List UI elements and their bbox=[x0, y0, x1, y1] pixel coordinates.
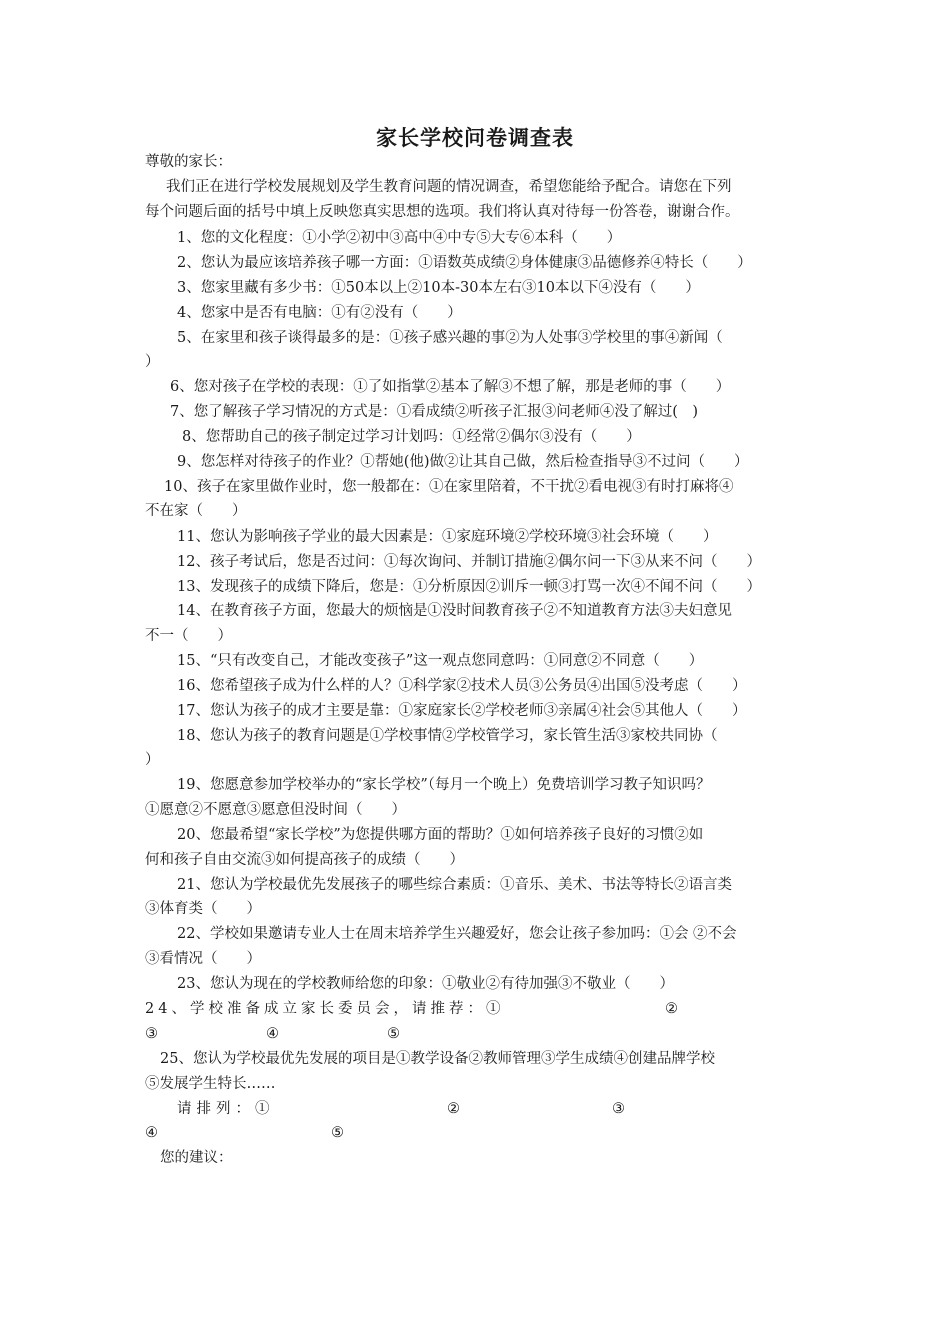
question-6: 6、您对孩子在学校的表现：①了如指掌②基本了解③不想了解，那是老师的事（ ） bbox=[170, 379, 731, 395]
rank-slot-4: ④ bbox=[145, 1125, 158, 1141]
question-25-cont: ⑤发展学生特长…… bbox=[145, 1076, 276, 1092]
question-2: 2、您认为最应该培养孩子哪一方面：①语数英成绩②身体健康③品德修养④特长（ ） bbox=[177, 255, 752, 271]
question-13: 13、发现孩子的成绩下降后，您是：①分析原因②训斥一顿③打骂一次④不闻不问（ ） bbox=[177, 579, 761, 595]
page-title: 家长学校问卷调查表 bbox=[376, 125, 574, 150]
question-24-slot-2: ② bbox=[665, 1001, 678, 1017]
question-24-slot-4: ④ bbox=[266, 1026, 279, 1042]
question-18-cont: ） bbox=[145, 752, 160, 768]
rank-slot-5: ⑤ bbox=[331, 1125, 344, 1141]
question-7: 7、您了解孩子学习情况的方式是：①看成绩②听孩子汇报③问老师④没了解过( ) bbox=[170, 404, 699, 420]
rank-label: 请排列：① bbox=[177, 1101, 275, 1117]
intro-line-1: 我们正在进行学校发展规划及学生教育问题的情况调查，希望您能给予配合。请您在下列 bbox=[166, 179, 732, 195]
question-22-cont: ③看情况（ ） bbox=[145, 951, 261, 967]
question-17: 17、您认为孩子的成才主要是靠：①家庭家长②学校老师③亲属④社会⑤其他人（ ） bbox=[177, 703, 747, 719]
rank-slot-3: ③ bbox=[612, 1101, 625, 1117]
rank-slot-2: ② bbox=[447, 1101, 460, 1117]
question-21-cont: ③体育类（ ） bbox=[145, 901, 261, 917]
question-14-cont: 不一（ ） bbox=[145, 628, 232, 644]
question-10-cont: 不在家（ ） bbox=[145, 503, 247, 519]
question-5-cont: ） bbox=[145, 354, 160, 370]
salutation: 尊敬的家长： bbox=[145, 154, 232, 170]
intro-line-2: 每个问题后面的括号中填上反映您真实思想的选项。我们将认真对待每一份答卷，谢谢合作。 bbox=[145, 204, 740, 220]
question-19-cont: ①愿意②不愿意③愿意但没时间（ ） bbox=[145, 802, 406, 818]
question-5: 5、在家里和孩子谈得最多的是：①孩子感兴趣的事②为人处事③学校里的事④新闻（ bbox=[177, 330, 723, 346]
question-24: 24、学校准备成立家长委员会，请推荐：① bbox=[145, 1001, 505, 1017]
question-19: 19、您愿意参加学校举办的“家长学校”（每月一个晚上）免费培训学习教子知识吗？ bbox=[177, 777, 711, 793]
question-11: 11、您认为影响孩子学业的最大因素是：①家庭环境②学校环境③社会环境（ ） bbox=[177, 529, 718, 545]
question-15: 15、“只有改变自己，才能改变孩子”这一观点您同意吗：①同意②不同意（ ） bbox=[177, 653, 704, 669]
question-8: 8、您帮助自己的孩子制定过学习计划吗：①经常②偶尔③没有（ ） bbox=[182, 429, 641, 445]
question-20: 20、您最希望“家长学校”为您提供哪方面的帮助？①如何培养孩子良好的习惯②如 bbox=[177, 827, 704, 843]
question-24-slot-3: ③ bbox=[145, 1026, 158, 1042]
question-1: 1、您的文化程度：①小学②初中③高中④中专⑤大专⑥本科（ ） bbox=[177, 230, 622, 246]
question-10: 10、孩子在家里做作业时，您一般都在：①在家里陪着，不干扰②看电视③有时打麻将④ bbox=[164, 479, 734, 495]
question-14: 14、在教育孩子方面，您最大的烦恼是①没时间教育孩子②不知道教育方法③夫妇意见 bbox=[177, 603, 732, 619]
question-9: 9、您怎样对待孩子的作业？①帮她(他)做②让其自己做，然后检查指导③不过问（ ） bbox=[177, 454, 749, 470]
question-3: 3、您家里藏有多少书：①50本以上②10本-30本左右③10本以下④没有（ ） bbox=[177, 280, 700, 296]
question-18: 18、您认为孩子的教育问题是①学校事情②学校管学习，家长管生活③家校共同协（ bbox=[177, 728, 718, 744]
suggestion-label: 您的建议： bbox=[160, 1150, 233, 1166]
question-25: 25、您认为学校最优先发展的项目是①教学设备②教师管理③学生成绩④创建品牌学校 bbox=[160, 1051, 715, 1067]
question-4: 4、您家中是否有电脑：①有②没有（ ） bbox=[177, 305, 462, 321]
question-12: 12、孩子考试后，您是否过问：①每次询问、并制订措施②偶尔问一下③从来不问（ ） bbox=[177, 554, 761, 570]
question-22: 22、学校如果邀请专业人士在周末培养学生兴趣爱好，您会让孩子参加吗：①会 ②不会 bbox=[177, 926, 737, 942]
question-20-cont: 何和孩子自由交流③如何提高孩子的成绩（ ） bbox=[145, 852, 464, 868]
question-21: 21、您认为学校最优先发展孩子的哪些综合素质：①音乐、美术、书法等特长②语言类 bbox=[177, 877, 732, 893]
question-24-slot-5: ⑤ bbox=[387, 1026, 400, 1042]
question-16: 16、您希望孩子成为什么样的人？①科学家②技术人员③公务员④出国⑤没考虑（ ） bbox=[177, 678, 747, 694]
question-23: 23、您认为现在的学校教师给您的印象：①敬业②有待加强③不敬业（ ） bbox=[177, 976, 674, 992]
